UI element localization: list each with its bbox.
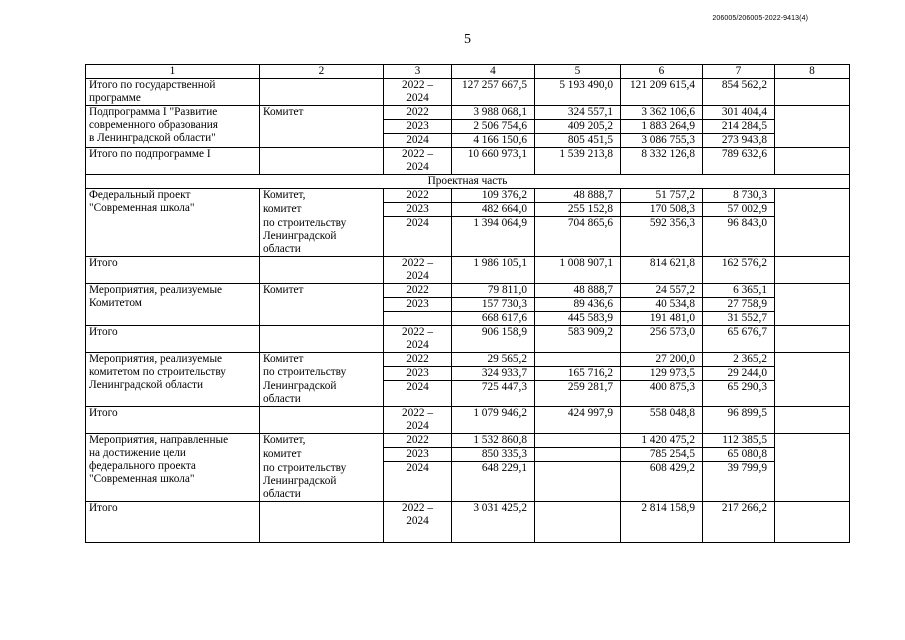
value-cell: 3 988 068,1 <box>452 106 535 120</box>
value-cell: 255 152,8 <box>535 203 621 217</box>
value-cell: 1 986 105,1 <box>452 256 535 283</box>
value-cell: 3 086 755,3 <box>621 134 703 148</box>
header-cell: 6 <box>621 65 703 79</box>
value-cell: 96 843,0 <box>703 217 775 257</box>
value-cell: 3 362 106,6 <box>621 106 703 120</box>
value-cell: 409 205,2 <box>535 120 621 134</box>
value-cell: 583 909,2 <box>535 325 621 352</box>
value-cell <box>535 501 621 542</box>
empty-cell <box>775 283 850 325</box>
executor-cell <box>260 407 384 434</box>
empty-cell <box>775 79 850 106</box>
value-cell: 157 730,3 <box>452 297 535 311</box>
value-cell: 445 583,9 <box>535 311 621 325</box>
value-cell: 854 562,2 <box>703 79 775 106</box>
value-cell: 1 394 064,9 <box>452 217 535 257</box>
empty-cell <box>775 434 850 502</box>
executor-cell: Комитет, <box>260 189 384 203</box>
value-cell: 65 676,7 <box>703 325 775 352</box>
page-number: 5 <box>464 32 471 47</box>
value-cell: 8 332 126,8 <box>621 148 703 175</box>
value-cell: 27 200,0 <box>621 352 703 366</box>
year-cell: 2022 <box>384 283 452 297</box>
period-cell: 2022 – 2024 <box>384 501 452 542</box>
year-cell: 2023 <box>384 120 452 134</box>
executor-cell <box>260 501 384 542</box>
value-cell: 65 080,8 <box>703 448 775 462</box>
document-id: 206005/206005-2022-9413(4) <box>712 15 808 22</box>
value-cell: 65 290,3 <box>703 380 775 407</box>
year-cell: 2022 <box>384 106 452 120</box>
value-cell: 4 166 150,6 <box>452 134 535 148</box>
executor-cell: Комитет <box>260 283 384 325</box>
period-cell: 2022 – 2024 <box>384 79 452 106</box>
value-cell: 48 888,7 <box>535 189 621 203</box>
section-row <box>86 175 850 189</box>
header-cell: 1 <box>86 65 260 79</box>
value-cell: 1 008 907,1 <box>535 256 621 283</box>
empty-cell <box>775 325 850 352</box>
value-cell: 592 356,3 <box>621 217 703 257</box>
value-cell: 96 899,5 <box>703 407 775 434</box>
period-cell: 2022 – 2024 <box>384 407 452 434</box>
empty-cell <box>775 148 850 175</box>
value-cell: 1 079 946,2 <box>452 407 535 434</box>
total-state-program-row <box>86 79 850 106</box>
value-cell: 789 632,6 <box>703 148 775 175</box>
row-label: Подпрограмма I "Развитие современного образования в Ленинградской области" <box>86 106 260 148</box>
value-cell: 112 385,5 <box>703 434 775 448</box>
value-cell: 259 281,7 <box>535 380 621 407</box>
measures-construction-row <box>86 352 850 366</box>
executor-cell: комитет <box>260 448 384 462</box>
empty-cell <box>775 501 850 542</box>
value-cell <box>535 352 621 366</box>
executor-cell: комитет <box>260 203 384 217</box>
value-cell: 1 420 475,2 <box>621 434 703 448</box>
header-cell: 3 <box>384 65 452 79</box>
value-cell: 1 532 860,8 <box>452 434 535 448</box>
total-subprogram-row <box>86 148 850 175</box>
period-cell: 2022 – 2024 <box>384 148 452 175</box>
value-cell: 301 404,4 <box>703 106 775 120</box>
header-cell: 7 <box>703 65 775 79</box>
row-label: Федеральный проект "Современная школа" <box>86 189 260 257</box>
value-cell: 48 888,7 <box>535 283 621 297</box>
executor-cell <box>260 256 384 283</box>
header-cell: 5 <box>535 65 621 79</box>
value-cell: 400 875,3 <box>621 380 703 407</box>
value-cell: 814 621,8 <box>621 256 703 283</box>
executor-cell <box>260 325 384 352</box>
value-cell: 324 557,1 <box>535 106 621 120</box>
value-cell: 5 193 490,0 <box>535 79 621 106</box>
value-cell <box>535 434 621 448</box>
value-cell: 89 436,6 <box>535 297 621 311</box>
executor-cell: Комитет <box>260 352 384 366</box>
value-cell: 785 254,5 <box>621 448 703 462</box>
value-cell <box>535 448 621 462</box>
value-cell <box>535 462 621 502</box>
row-label: Итого по государственной программе <box>86 79 260 106</box>
value-cell: 1 539 213,8 <box>535 148 621 175</box>
row-label: Мероприятия, направленные на достижение цели федерального проекта "Современная школа" <box>86 434 260 502</box>
value-cell: 191 481,0 <box>621 311 703 325</box>
value-cell: 906 158,9 <box>452 325 535 352</box>
header-cell: 2 <box>260 65 384 79</box>
year-cell: 2022 <box>384 434 452 448</box>
year-cell: 2023 <box>384 448 452 462</box>
empty-cell <box>775 106 850 148</box>
measures-goal-row <box>86 434 850 448</box>
executor-cell: по строительству Ленинградской области <box>260 217 384 257</box>
year-cell: 2023 <box>384 366 452 380</box>
total-row <box>86 501 850 542</box>
empty-cell <box>775 189 850 257</box>
value-cell: 6 365,1 <box>703 283 775 297</box>
period-cell: 2022 – 2024 <box>384 325 452 352</box>
value-cell: 57 002,9 <box>703 203 775 217</box>
empty-cell <box>775 407 850 434</box>
row-label: Итого <box>86 256 260 283</box>
year-cell: 2024 <box>384 380 452 407</box>
value-cell: 704 865,6 <box>535 217 621 257</box>
value-cell: 256 573,0 <box>621 325 703 352</box>
empty-cell <box>775 352 850 407</box>
row-label: Итого <box>86 501 260 542</box>
value-cell: 127 257 667,5 <box>452 79 535 106</box>
value-cell: 668 617,6 <box>452 311 535 325</box>
year-cell: 2022 <box>384 352 452 366</box>
value-cell: 273 943,8 <box>703 134 775 148</box>
row-label: Итого <box>86 407 260 434</box>
value-cell: 10 660 973,1 <box>452 148 535 175</box>
year-cell: 2024 <box>384 217 452 257</box>
row-label: Мероприятия, реализуемые комитетом по строительству Ленинградской области <box>86 352 260 407</box>
value-cell: 2 506 754,6 <box>452 120 535 134</box>
executor-cell: Комитет <box>260 106 384 148</box>
value-cell: 31 552,7 <box>703 311 775 325</box>
value-cell: 24 557,2 <box>621 283 703 297</box>
header-row <box>86 65 850 79</box>
value-cell: 3 031 425,2 <box>452 501 535 542</box>
fed-project-row <box>86 189 850 203</box>
total-row <box>86 256 850 283</box>
value-cell: 608 429,2 <box>621 462 703 502</box>
value-cell: 29 244,0 <box>703 366 775 380</box>
value-cell: 482 664,0 <box>452 203 535 217</box>
year-cell: 2022 <box>384 189 452 203</box>
value-cell: 121 209 615,4 <box>621 79 703 106</box>
value-cell: 40 534,8 <box>621 297 703 311</box>
row-label: Итого по подпрограмме I <box>86 148 260 175</box>
executor-cell: Комитет, <box>260 434 384 448</box>
row-label: Мероприятия, реализуемые Комитетом <box>86 283 260 325</box>
executor-cell <box>260 148 384 175</box>
section-title: Проектная часть <box>86 175 850 189</box>
value-cell: 109 376,2 <box>452 189 535 203</box>
row-label: Итого <box>86 325 260 352</box>
value-cell: 1 883 264,9 <box>621 120 703 134</box>
header-cell: 4 <box>452 65 535 79</box>
budget-table <box>85 64 850 543</box>
value-cell: 217 266,2 <box>703 501 775 542</box>
value-cell: 558 048,8 <box>621 407 703 434</box>
value-cell: 79 811,0 <box>452 283 535 297</box>
value-cell: 27 758,9 <box>703 297 775 311</box>
value-cell: 29 565,2 <box>452 352 535 366</box>
total-row <box>86 407 850 434</box>
header-cell: 8 <box>775 65 850 79</box>
value-cell: 8 730,3 <box>703 189 775 203</box>
year-cell: 2023 <box>384 297 452 311</box>
value-cell: 2 814 158,9 <box>621 501 703 542</box>
value-cell: 162 576,2 <box>703 256 775 283</box>
executor-cell: Ленинградской области <box>260 380 384 407</box>
value-cell: 805 451,5 <box>535 134 621 148</box>
empty-cell <box>775 256 850 283</box>
value-cell: 170 508,3 <box>621 203 703 217</box>
executor-cell: по строительству <box>260 366 384 380</box>
value-cell: 424 997,9 <box>535 407 621 434</box>
value-cell: 324 933,7 <box>452 366 535 380</box>
executor-cell: по строительству Ленинградской области <box>260 462 384 502</box>
total-row <box>86 325 850 352</box>
subprogram-row <box>86 106 850 120</box>
year-cell <box>384 311 452 325</box>
value-cell: 2 365,2 <box>703 352 775 366</box>
value-cell: 725 447,3 <box>452 380 535 407</box>
value-cell: 850 335,3 <box>452 448 535 462</box>
year-cell: 2024 <box>384 462 452 502</box>
year-cell: 2023 <box>384 203 452 217</box>
value-cell: 648 229,1 <box>452 462 535 502</box>
value-cell: 51 757,2 <box>621 189 703 203</box>
value-cell: 214 284,5 <box>703 120 775 134</box>
value-cell: 129 973,5 <box>621 366 703 380</box>
period-cell: 2022 – 2024 <box>384 256 452 283</box>
executor-cell <box>260 79 384 106</box>
measures-committee-row <box>86 283 850 297</box>
value-cell: 39 799,9 <box>703 462 775 502</box>
value-cell: 165 716,2 <box>535 366 621 380</box>
year-cell: 2024 <box>384 134 452 148</box>
